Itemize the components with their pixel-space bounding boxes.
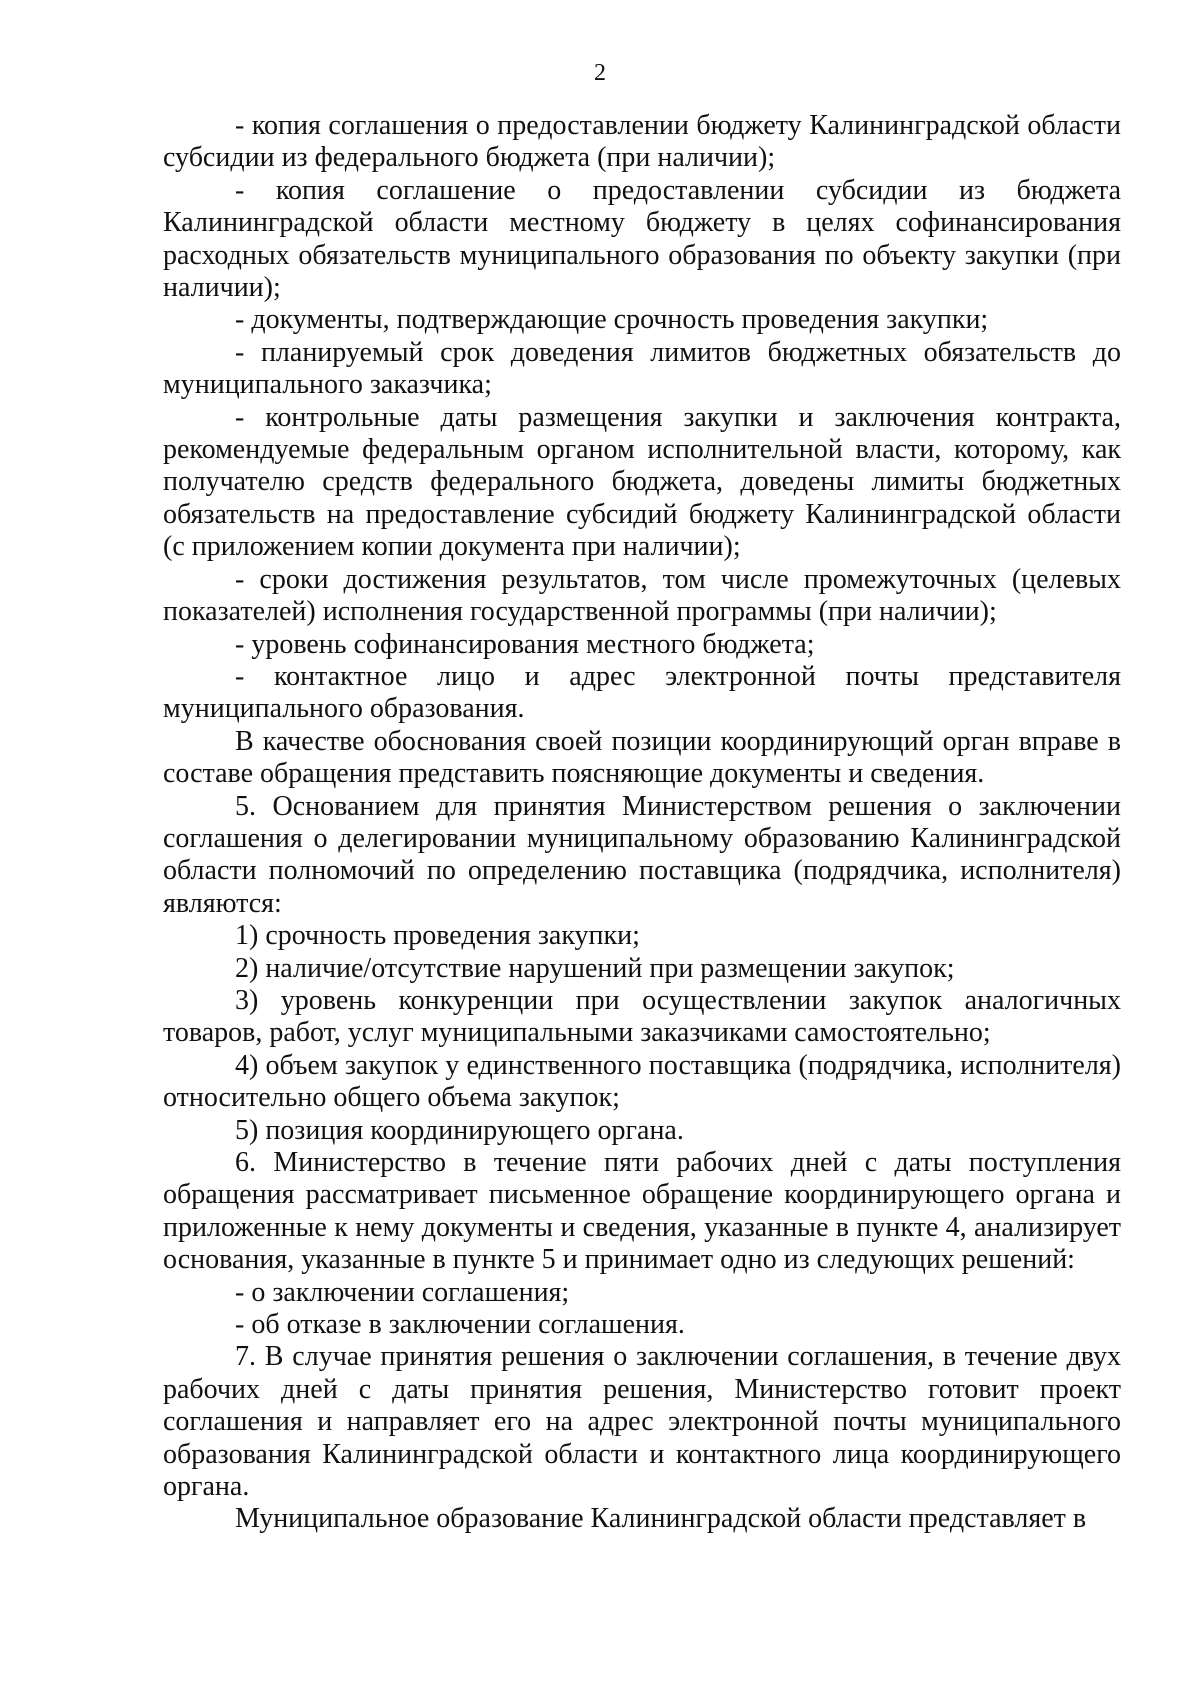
paragraph: - контрольные даты размещения закупки и заключения контракта, рекомендуемые федеральным органом исполнительной власти, которому, как получателю средств федерального бюджета, доведены лимиты бюджетных обязательств на предоставление субсидий бюджету Калининградской области (с приложением копии документа при наличии); (163, 401, 1121, 563)
section-5-paragraph: 5. Основанием для принятия Министерством решения о заключении соглашения о делегировании муниципальному образованию Калининградской области полномочий по определению поставщика (подрядчика, исполнителя) являются: (163, 790, 1121, 919)
list-item: - об отказе в заключении соглашения. (235, 1309, 685, 1341)
page-number: 2 (594, 60, 606, 86)
paragraph: Муниципальное образование Калининградской области представляет в (235, 1503, 1087, 1535)
list-item: 5) позиция координирующего органа. (235, 1114, 684, 1146)
list-item: 2) наличие/отсутствие нарушений при размещении закупок; (235, 952, 955, 984)
paragraph: - уровень софинансирования местного бюджета; (235, 628, 815, 660)
section-6-paragraph: 6. Министерство в течение пяти рабочих дней с даты поступления обращения рассматривает письменное обращение координирующего органа и приложенные к нему документы и сведения, указанные в пункте 4, анализирует основания, указанные в пункте 5 и принимает одно из следующих решений: (163, 1147, 1121, 1276)
paragraph: - сроки достижения результатов, том числе промежуточных (целевых показателей) исполнения государственной программы (при наличии); (163, 563, 1121, 628)
list-item: 4) объем закупок у единственного поставщика (подрядчика, исполнителя) относительно общего объема закупок; (163, 1049, 1121, 1114)
list-item: - о заключении соглашения; (235, 1276, 570, 1308)
paragraph: - планируемый срок доведения лимитов бюджетных обязательств до муниципального заказчика; (163, 336, 1121, 401)
paragraph: В качестве обоснования своей позиции координирующий орган вправе в составе обращения представить поясняющие документы и сведения. (163, 725, 1121, 790)
paragraph: - контактное лицо и адрес электронной почты представителя муниципального образования. (163, 660, 1121, 725)
paragraph: - документы, подтверждающие срочность проведения закупки; (235, 304, 989, 336)
paragraph: - копия соглашения о предоставлении бюджету Калининградской области субсидии из федерального бюджета (при наличии); (163, 110, 1121, 174)
paragraph: - копия соглашение о предоставлении субсидии из бюджета Калининградской области местному бюджету в целях софинансирования расходных обязательств муниципального образования по объекту закупки (при наличии); (163, 174, 1121, 304)
document-body (163, 110, 1121, 1536)
list-item: 3) уровень конкуренции при осуществлении закупок аналогичных товаров, работ, услуг муниципальными заказчиками самостоятельно; (163, 984, 1121, 1049)
list-item: 1) срочность проведения закупки; (235, 920, 640, 952)
section-7-paragraph: 7. В случае принятия решения о заключении соглашения, в течение двух рабочих дней с даты принятия решения, Министерство готовит проект соглашения и направляет его на адрес электронной почты муниципального образования Калининградской области и контактного лица координирующего органа. (163, 1341, 1121, 1503)
